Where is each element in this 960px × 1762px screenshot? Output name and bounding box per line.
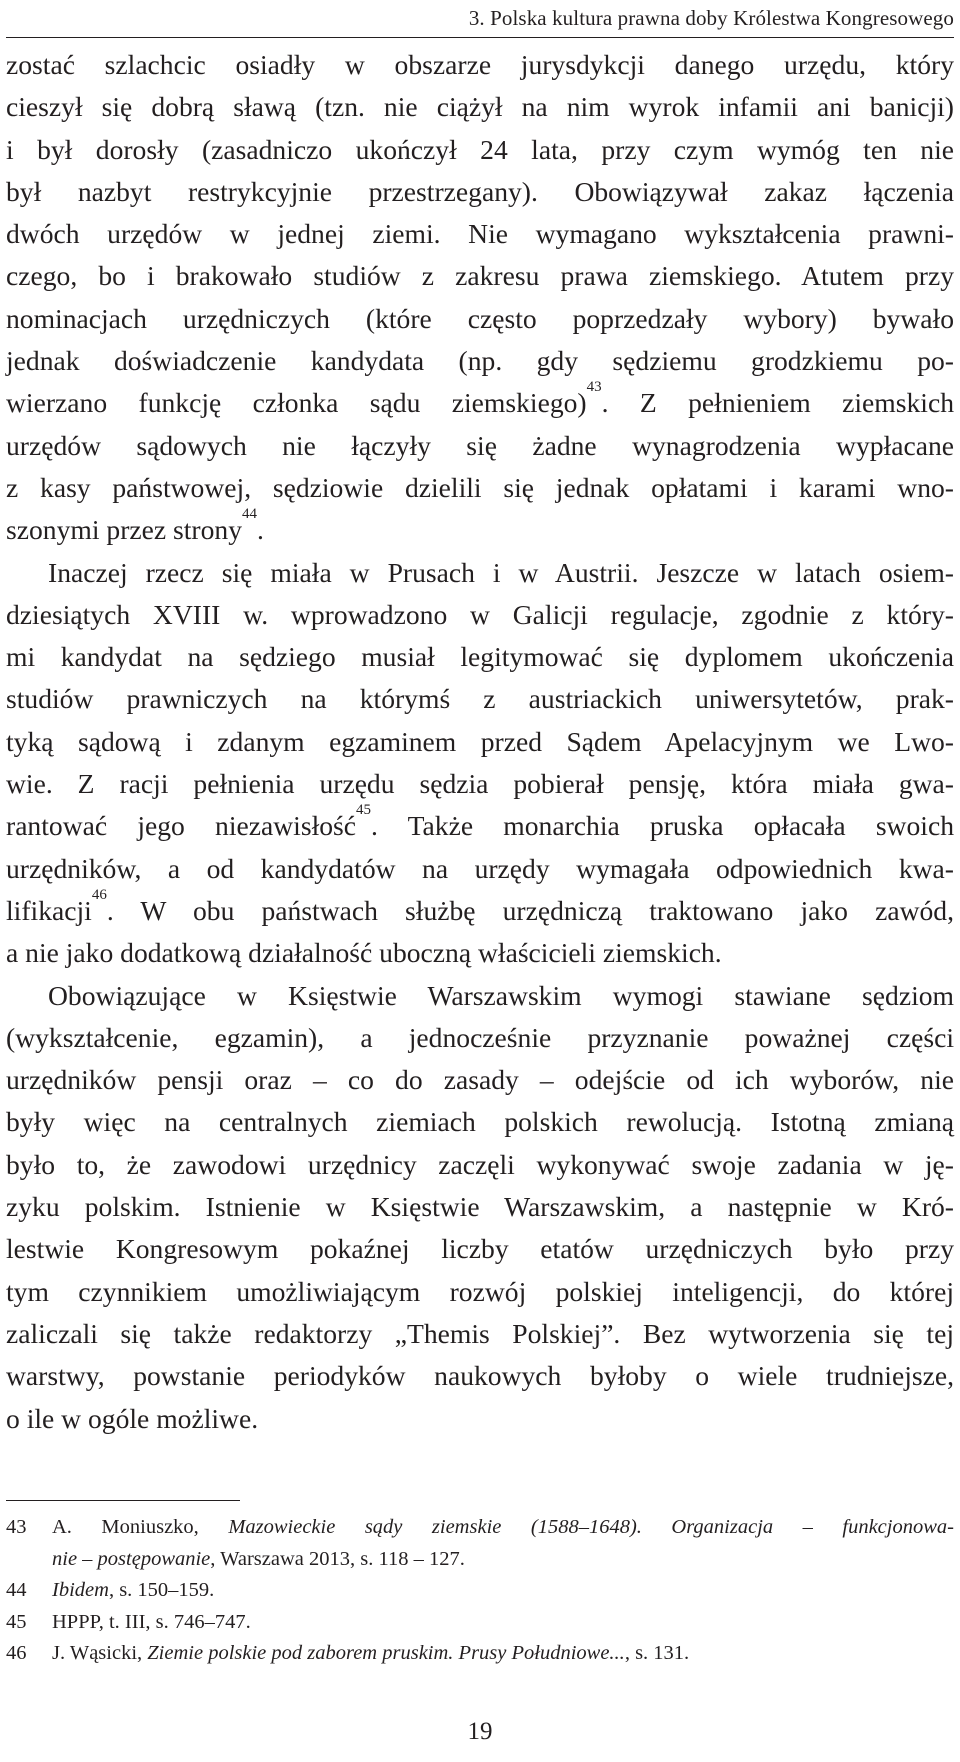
footnote-author: J. Wąsicki, [52,1642,148,1664]
text-line [6,506,954,551]
footnote-title: nie – postępowanie [52,1547,211,1570]
text-line: był nazbyt restrykcyjnie przestrzegany). Obowiązywał zakaz łączenia [6,175,954,207]
footnote-number: 46 [6,1642,27,1664]
text-line [6,886,954,932]
text-line: z kasy państwowej, sędziowie dzielili się jednak opłatami i karami wno- [6,471,954,503]
text-line: tyką sądową i zdanym egzaminem przed Sądem Apelacyjnym we Lwo- [6,725,954,757]
running-header: 3. Polska kultura prawna doby Królestwa Kongresowego [468,6,954,30]
footnote-number: 45 [6,1610,27,1633]
footnote-author: A. Moniuszko, [52,1516,229,1538]
footnote-title: Mazowieckie sądy ziemskie (1588–1648). Organizacja – funkcjonowa- [228,1516,954,1538]
text-segment: . W obu państwach służbę urzędniczą traktowano jako zawód, [106,894,954,926]
text-line: urzędników pensji oraz – co do zasady – odejście od ich wyborów, nie [6,1064,954,1096]
text-line: zyku polskim. Istnienie w Księstwie Warszawskim, a następnie w Kró- [6,1191,954,1223]
text-line: zaliczali się także redaktorzy „Themis Polskiej”. Bez wytworzenia się tej [6,1317,954,1349]
footnote-citation: , s. 131. [624,1642,690,1664]
text-segment: Inaczej rzecz się miała w Prusach i w Austrii. Jeszcze w latach osiem- [48,556,954,588]
footnote-rule [6,1500,240,1501]
body-text [6,44,954,1440]
text-line: urzędników, a od kandydatów na urzędy wymagała odpowiednich kwa- [6,852,954,884]
footnote-title: Ziemie polskie pod zaborem pruskim. Prusy Południowe... [147,1642,625,1664]
text-line: o ile w ogóle możliwe. [6,1402,259,1434]
text-line: cieszył się dobrą sławą (tzn. nie ciążył na nim wyrok infamii ani banicji) [6,91,954,123]
footnotes [6,1512,954,1670]
text-line: studiów prawniczych na którymś z austriackich uniwersytetów, prak- [6,683,954,715]
paragraph-start-line [6,552,954,594]
text-line: tym czynnikiem umożliwiającym rozwój polskiej inteligencji, do której [6,1275,954,1307]
text-line: lestwie Kongresowym pokaźnej liczby etatów urzędniczych było przy [6,1233,954,1265]
text-line: dwóch urzędów w jednej ziemi. Nie wymagano wykształcenia prawni- [6,218,954,250]
text-line: i był dorosły (zasadniczo ukończył 24 lata, przy czym wymóg ten nie [6,133,954,165]
text-line [6,802,954,847]
page-number: 19 [467,1718,493,1745]
footnote-ref: 43 [586,379,602,396]
footnote-number: 44 [6,1579,27,1601]
text-line: zostać szlachcic osiadły w obszarze jurysdykcji danego urzędu, który [6,49,954,80]
text-segment: rantować jego niezawisłość [6,810,357,842]
text-line [6,379,954,424]
footnote-43 [6,1512,954,1575]
text-line: było to, że zawodowi urzędnicy zaczęli wykonywać swoje zadania w ję- [6,1148,954,1180]
footnote-ref: 45 [356,802,372,819]
text-segment: lifikacji [6,894,92,926]
text-segment: . Z pełnieniem ziemskich [601,387,954,419]
footnote-title: Ibidem [52,1579,109,1601]
footnote-line [52,1512,954,1544]
text-line: warstwy, powstanie periodyków naukowych byłoby o wiele trudniejsze, [6,1360,954,1392]
text-line: dziesiątych XVIII w. wprowadzono w Galicji regulacje, zgodnie z który- [6,598,954,630]
footnote-citation: , Warszawa 2013, s. 118 – 127. [210,1547,465,1570]
footnote-44 [6,1575,954,1607]
paragraph-start-line [6,975,954,1017]
text-segment: . Także monarchia pruska opłacała swoich [371,810,954,842]
footnote-text [52,1638,954,1670]
text-segment: Obowiązujące w Księstwie Warszawskim wymogi stawiane sędziom [48,979,954,1011]
text-line: urzędów sądowych nie łączyły się żadne wynagrodzenia wypłacane [6,429,954,461]
footnote-text [52,1512,954,1575]
footnote-ref: 44 [242,506,258,523]
footnote-text: HPPP, t. III, s. 746–747. [52,1610,251,1633]
text-line: wie. Z racji pełnienia urzędu sędzia pobierał pensję, która miała gwa- [6,768,954,800]
text-line: a nie jako dodatkową działalność uboczną właścicieli ziemskich. [6,937,722,969]
text-line: mi kandydat na sędziego musiał legitymować się dyplomem ukończenia [6,641,954,673]
text-line: (wykształcenie, egzamin), a jednocześnie przyznanie poważnej części [6,1021,954,1053]
text-line: czego, bo i brakowało studiów z zakresu prawa ziemskiego. Atutem przy [6,260,954,292]
text-line: nominacjach urzędniczych (które często poprzedzały wybory) bywało [6,302,954,334]
text-segment: . [257,514,264,546]
text-line: jednak doświadczenie kandydata (np. gdy sędziemu grodzkiemu po- [6,345,954,377]
footnote-text [52,1575,954,1607]
footnote-ref: 46 [91,886,107,903]
text-segment: szonymi przez strony [6,514,243,546]
footnote-citation: , s. 150–159. [108,1579,215,1601]
footnote-45 [6,1607,954,1639]
text-line: były więc na centralnych ziemiach polskich rewolucją. Istotną zmianą [6,1106,954,1138]
footnote-number: 43 [6,1516,27,1538]
footnote-line [52,1544,954,1576]
text-segment: wierzano funkcję członka sądu ziemskiego) [6,387,587,419]
footnote-46 [6,1638,954,1670]
header-rule [6,37,954,38]
